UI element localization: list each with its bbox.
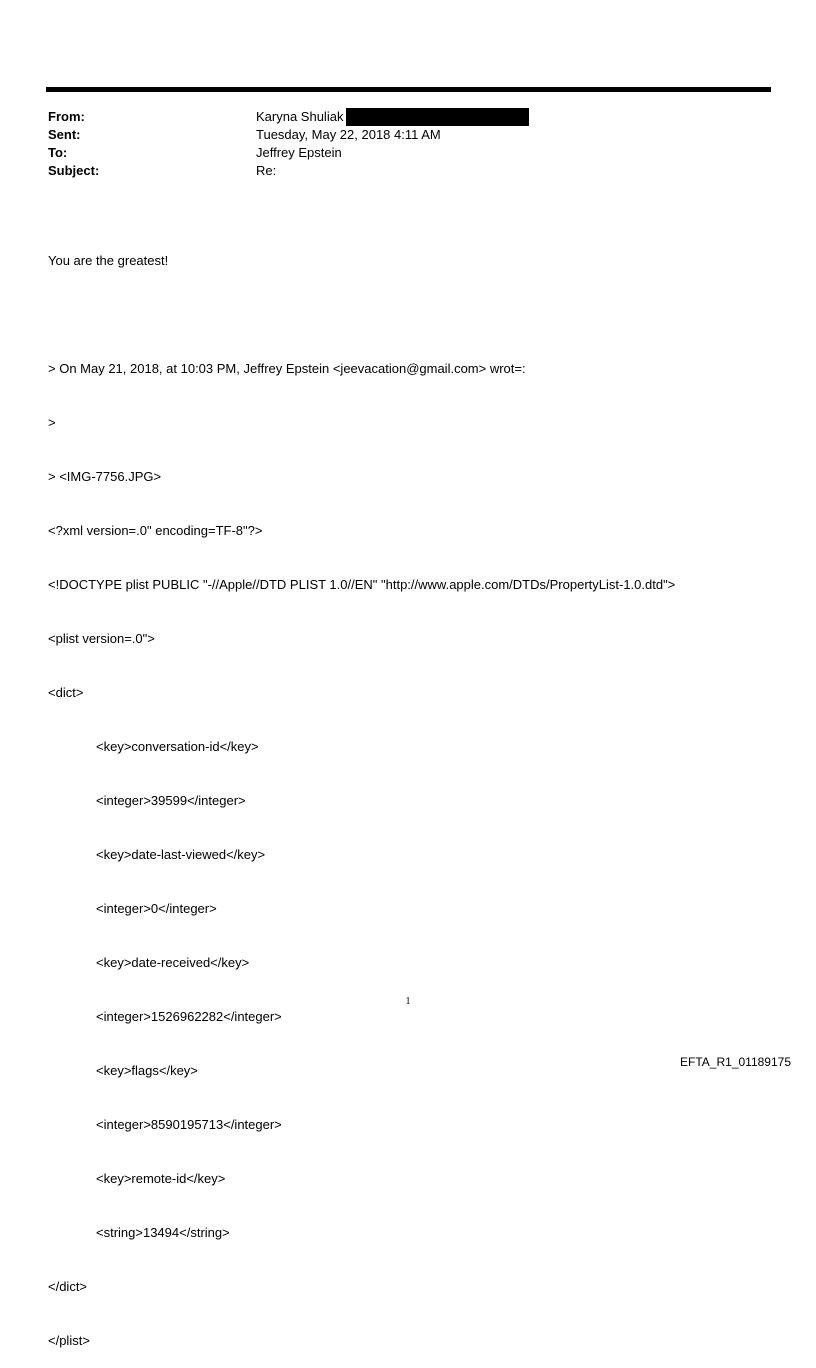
plist-open: <plist version=.0"> xyxy=(48,631,155,646)
bates-number: EFTA_R1_01189175 xyxy=(680,1055,791,1069)
quote-line: > xyxy=(48,415,56,430)
redaction-block xyxy=(346,108,529,126)
header-rule xyxy=(46,87,771,92)
dict-entry: <key>date-received</key> xyxy=(96,955,250,970)
sent-row xyxy=(48,126,748,144)
email-header xyxy=(48,108,748,180)
sent-label: Sent: xyxy=(48,127,81,142)
dict-entry: <key>remote-id</key> xyxy=(96,1171,226,1186)
dict-close: </dict> xyxy=(48,1279,88,1294)
quote-line: > On May 21, 2018, at 10:03 PM, Jeffrey Epstein <jeevacation@gmail.com> wrot=: xyxy=(48,361,526,376)
email-body xyxy=(48,216,788,1368)
dict-entry: <integer>0</integer> xyxy=(96,901,217,916)
from-value-wrap xyxy=(256,108,529,126)
to-row xyxy=(48,144,748,162)
greeting-line: You are the greatest! xyxy=(48,253,169,268)
to-value: Jeffrey Epstein xyxy=(256,145,342,160)
dict-entry: <integer>8590195713</integer> xyxy=(96,1117,282,1132)
subject-label: Subject: xyxy=(48,163,100,178)
dict-entry: <key>conversation-id</key> xyxy=(96,739,259,754)
dict-entry: <key>date-last-viewed</key> xyxy=(96,847,266,862)
dict-entry: <integer>1526962282</integer> xyxy=(96,1009,282,1024)
plist-close: </plist> xyxy=(48,1333,90,1348)
dict-entry: <integer>39599</integer> xyxy=(96,793,246,808)
spacer xyxy=(48,306,788,324)
quote-line: > <IMG-7756.JPG> xyxy=(48,469,162,484)
doctype-line: <!DOCTYPE plist PUBLIC "-//Apple//DTD PLIST 1.0//EN" "http://www.apple.com/DTDs/PropertyList-1.0.dtd"> xyxy=(48,577,676,592)
from-row xyxy=(48,108,748,126)
dict-open: <dict> xyxy=(48,685,84,700)
to-label: To: xyxy=(48,145,68,160)
from-label: From: xyxy=(48,109,85,124)
from-value: Karyna Shuliak xyxy=(256,109,344,124)
dict-entry: <key>flags</key> xyxy=(96,1063,198,1078)
page-number: 1 xyxy=(405,996,411,1007)
subject-value: Re: xyxy=(256,163,277,178)
subject-row xyxy=(48,162,748,180)
dict-entry: <string>13494</string> xyxy=(96,1225,230,1240)
xml-declaration: <?xml version=.0" encoding=TF-8"?> xyxy=(48,523,263,538)
sent-value: Tuesday, May 22, 2018 4:11 AM xyxy=(256,127,441,142)
